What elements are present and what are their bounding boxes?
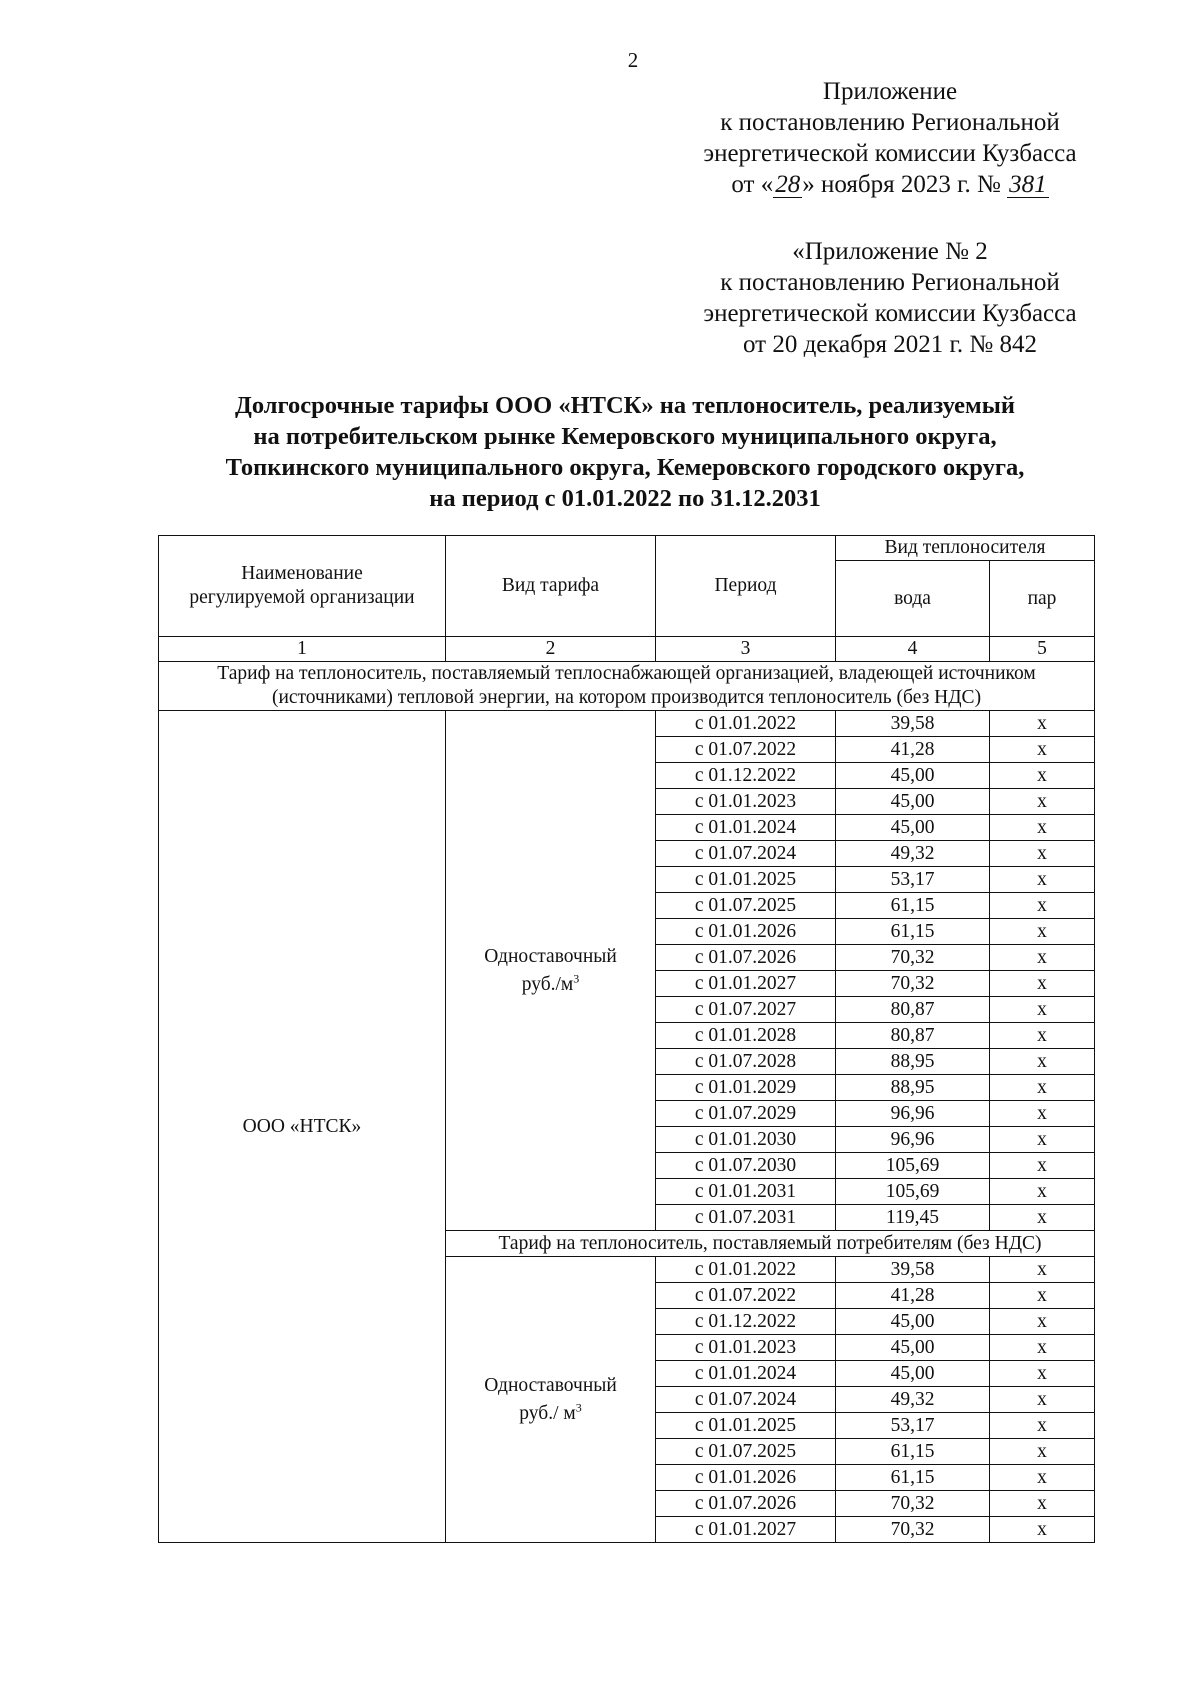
steam-value: x — [990, 815, 1095, 841]
appendix-original-header — [660, 236, 1120, 360]
organization-name: ООО «НТСК» — [159, 711, 446, 1543]
appendix-current-header — [660, 76, 1120, 200]
water-value: 39,58 — [836, 1257, 990, 1283]
date-prefix: от « — [731, 171, 774, 198]
appendix-current-date-line — [660, 169, 1120, 200]
water-value: 49,32 — [836, 841, 990, 867]
section1-title: Тариф на теплоноситель, поставляемый теплоснабжающей организацией, владеющей источником (источниками) тепловой энергии, на котором производится теплоноситель (без НДС) — [159, 662, 1095, 711]
period-cell: с 01.07.2026 — [656, 945, 836, 971]
title-line4: на период с 01.01.2022 по 31.12.2031 — [429, 485, 821, 512]
steam-value: x — [990, 1049, 1095, 1075]
appendix-original-line2: к постановлению Региональной — [720, 269, 1060, 296]
steam-value: x — [990, 945, 1095, 971]
period-cell: с 01.01.2026 — [656, 1465, 836, 1491]
period-cell: с 01.01.2028 — [656, 1023, 836, 1049]
steam-value: x — [990, 763, 1095, 789]
water-value: 119,45 — [836, 1205, 990, 1231]
period-cell: с 01.07.2024 — [656, 1387, 836, 1413]
section2-tariff-type: Одноставочный руб./ $м^3$ — [446, 1257, 656, 1543]
header-water: вода — [836, 561, 990, 637]
header-period: Период — [656, 536, 836, 637]
steam-value: x — [990, 1283, 1095, 1309]
section1-title-row — [159, 662, 1095, 711]
steam-value: x — [990, 1205, 1095, 1231]
water-value: 45,00 — [836, 1335, 990, 1361]
steam-value: x — [990, 1127, 1095, 1153]
steam-value: x — [990, 1335, 1095, 1361]
period-cell: с 01.07.2024 — [656, 841, 836, 867]
period-cell: с 01.07.2027 — [656, 997, 836, 1023]
water-value: 80,87 — [836, 997, 990, 1023]
steam-value: x — [990, 997, 1095, 1023]
section2-title: Тариф на теплоноситель, поставляемый потребителям (без НДС) — [446, 1231, 1095, 1257]
water-value: 88,95 — [836, 1075, 990, 1101]
column-number: 3 — [656, 637, 836, 662]
water-value: 45,00 — [836, 789, 990, 815]
period-cell: с 01.01.2027 — [656, 971, 836, 997]
steam-value: x — [990, 711, 1095, 737]
period-cell: с 01.01.2022 — [656, 711, 836, 737]
document-title — [150, 390, 1100, 514]
period-cell: с 01.07.2025 — [656, 1439, 836, 1465]
water-value: 39,58 — [836, 711, 990, 737]
steam-value: x — [990, 1439, 1095, 1465]
appendix-current-line1: Приложение — [822, 78, 958, 105]
steam-value: x — [990, 1179, 1095, 1205]
water-value: 80,87 — [836, 1023, 990, 1049]
steam-value: x — [990, 1023, 1095, 1049]
appendix-current-line3: энергетической комиссии Кузбасса — [703, 140, 1077, 167]
appendix-current-line2: к постановлению Региональной — [720, 109, 1060, 136]
water-value: 45,00 — [836, 815, 990, 841]
steam-value: x — [990, 1361, 1095, 1387]
water-value: 96,96 — [836, 1127, 990, 1153]
water-value: 41,28 — [836, 1283, 990, 1309]
period-cell: с 01.01.2023 — [656, 1335, 836, 1361]
tariff-table — [158, 535, 1095, 1543]
appendix-original-line1: «Приложение № 2 — [792, 238, 988, 265]
water-value: 53,17 — [836, 1413, 990, 1439]
column-number: 2 — [446, 637, 656, 662]
steam-value: x — [990, 971, 1095, 997]
column-number: 4 — [836, 637, 990, 662]
steam-value: x — [990, 893, 1095, 919]
header-tariff-type: Вид тарифа — [446, 536, 656, 637]
title-line2: на потребительском рынке Кемеровского муниципального округа, — [253, 423, 997, 450]
steam-value: x — [990, 841, 1095, 867]
water-value: 105,69 — [836, 1179, 990, 1205]
date-middle: » ноября 2023 г. № — [802, 171, 1001, 198]
table-row — [159, 711, 1095, 737]
period-cell: с 01.12.2022 — [656, 1309, 836, 1335]
period-cell: с 01.01.2025 — [656, 867, 836, 893]
period-cell: с 01.01.2031 — [656, 1179, 836, 1205]
water-value: 61,15 — [836, 919, 990, 945]
period-cell: с 01.07.2030 — [656, 1153, 836, 1179]
steam-value: x — [990, 1153, 1095, 1179]
period-cell: с 01.01.2024 — [656, 815, 836, 841]
header-steam: пар — [990, 561, 1095, 637]
period-cell: с 01.01.2024 — [656, 1361, 836, 1387]
title-line3: Топкинского муниципального округа, Кемеровского городского округа, — [225, 454, 1025, 481]
steam-value: x — [990, 1309, 1095, 1335]
water-value: 45,00 — [836, 1309, 990, 1335]
appendix-original-line4: от 20 декабря 2021 г. № 842 — [742, 331, 1038, 358]
steam-value: x — [990, 1413, 1095, 1439]
period-cell: с 01.07.2026 — [656, 1491, 836, 1517]
water-value: 45,00 — [836, 763, 990, 789]
water-value: 70,32 — [836, 1491, 990, 1517]
period-cell: с 01.07.2028 — [656, 1049, 836, 1075]
section1-tariff-type: Одноставочный $руб./м^3$ — [446, 711, 656, 1231]
water-value: 53,17 — [836, 867, 990, 893]
water-value: 49,32 — [836, 1387, 990, 1413]
steam-value: x — [990, 1257, 1095, 1283]
period-cell: с 01.07.2031 — [656, 1205, 836, 1231]
handwritten-number: 381 — [1009, 171, 1047, 198]
period-cell: с 01.07.2029 — [656, 1101, 836, 1127]
water-value: 70,32 — [836, 1517, 990, 1543]
steam-value: x — [990, 1101, 1095, 1127]
steam-value: x — [990, 789, 1095, 815]
water-value: 70,32 — [836, 945, 990, 971]
water-value: 105,69 — [836, 1153, 990, 1179]
steam-value: x — [990, 1491, 1095, 1517]
period-cell: с 01.12.2022 — [656, 763, 836, 789]
column-number-row — [159, 637, 1095, 662]
header-carrier-type: Вид теплоносителя — [836, 536, 1095, 561]
period-cell: с 01.01.2022 — [656, 1257, 836, 1283]
column-number: 5 — [990, 637, 1095, 662]
handwritten-day: 28 — [775, 171, 801, 198]
period-cell: с 01.01.2029 — [656, 1075, 836, 1101]
water-value: 88,95 — [836, 1049, 990, 1075]
period-cell: с 01.07.2022 — [656, 737, 836, 763]
column-number: 1 — [159, 637, 446, 662]
period-cell: с 01.07.2022 — [656, 1283, 836, 1309]
steam-value: x — [990, 1465, 1095, 1491]
water-value: 61,15 — [836, 1465, 990, 1491]
steam-value: x — [990, 867, 1095, 893]
water-value: 61,15 — [836, 1439, 990, 1465]
water-value: 61,15 — [836, 893, 990, 919]
steam-value: x — [990, 737, 1095, 763]
period-cell: с 01.01.2027 — [656, 1517, 836, 1543]
period-cell: с 01.07.2025 — [656, 893, 836, 919]
header-organization: Наименование регулируемой организации — [159, 536, 446, 637]
appendix-original-line3: энергетической комиссии Кузбасса — [703, 300, 1077, 327]
water-value: 70,32 — [836, 971, 990, 997]
page-number: 2 — [627, 48, 639, 72]
period-cell: с 01.01.2026 — [656, 919, 836, 945]
water-value: 45,00 — [836, 1361, 990, 1387]
title-line1: Долгосрочные тарифы ООО «НТСК» на теплоноситель, реализуемый — [235, 392, 1015, 419]
steam-value: x — [990, 1387, 1095, 1413]
steam-value: x — [990, 1075, 1095, 1101]
water-value: 96,96 — [836, 1101, 990, 1127]
period-cell: с 01.01.2023 — [656, 789, 836, 815]
period-cell: с 01.01.2030 — [656, 1127, 836, 1153]
period-cell: с 01.01.2025 — [656, 1413, 836, 1439]
water-value: 41,28 — [836, 737, 990, 763]
steam-value: x — [990, 1517, 1095, 1543]
steam-value: x — [990, 919, 1095, 945]
